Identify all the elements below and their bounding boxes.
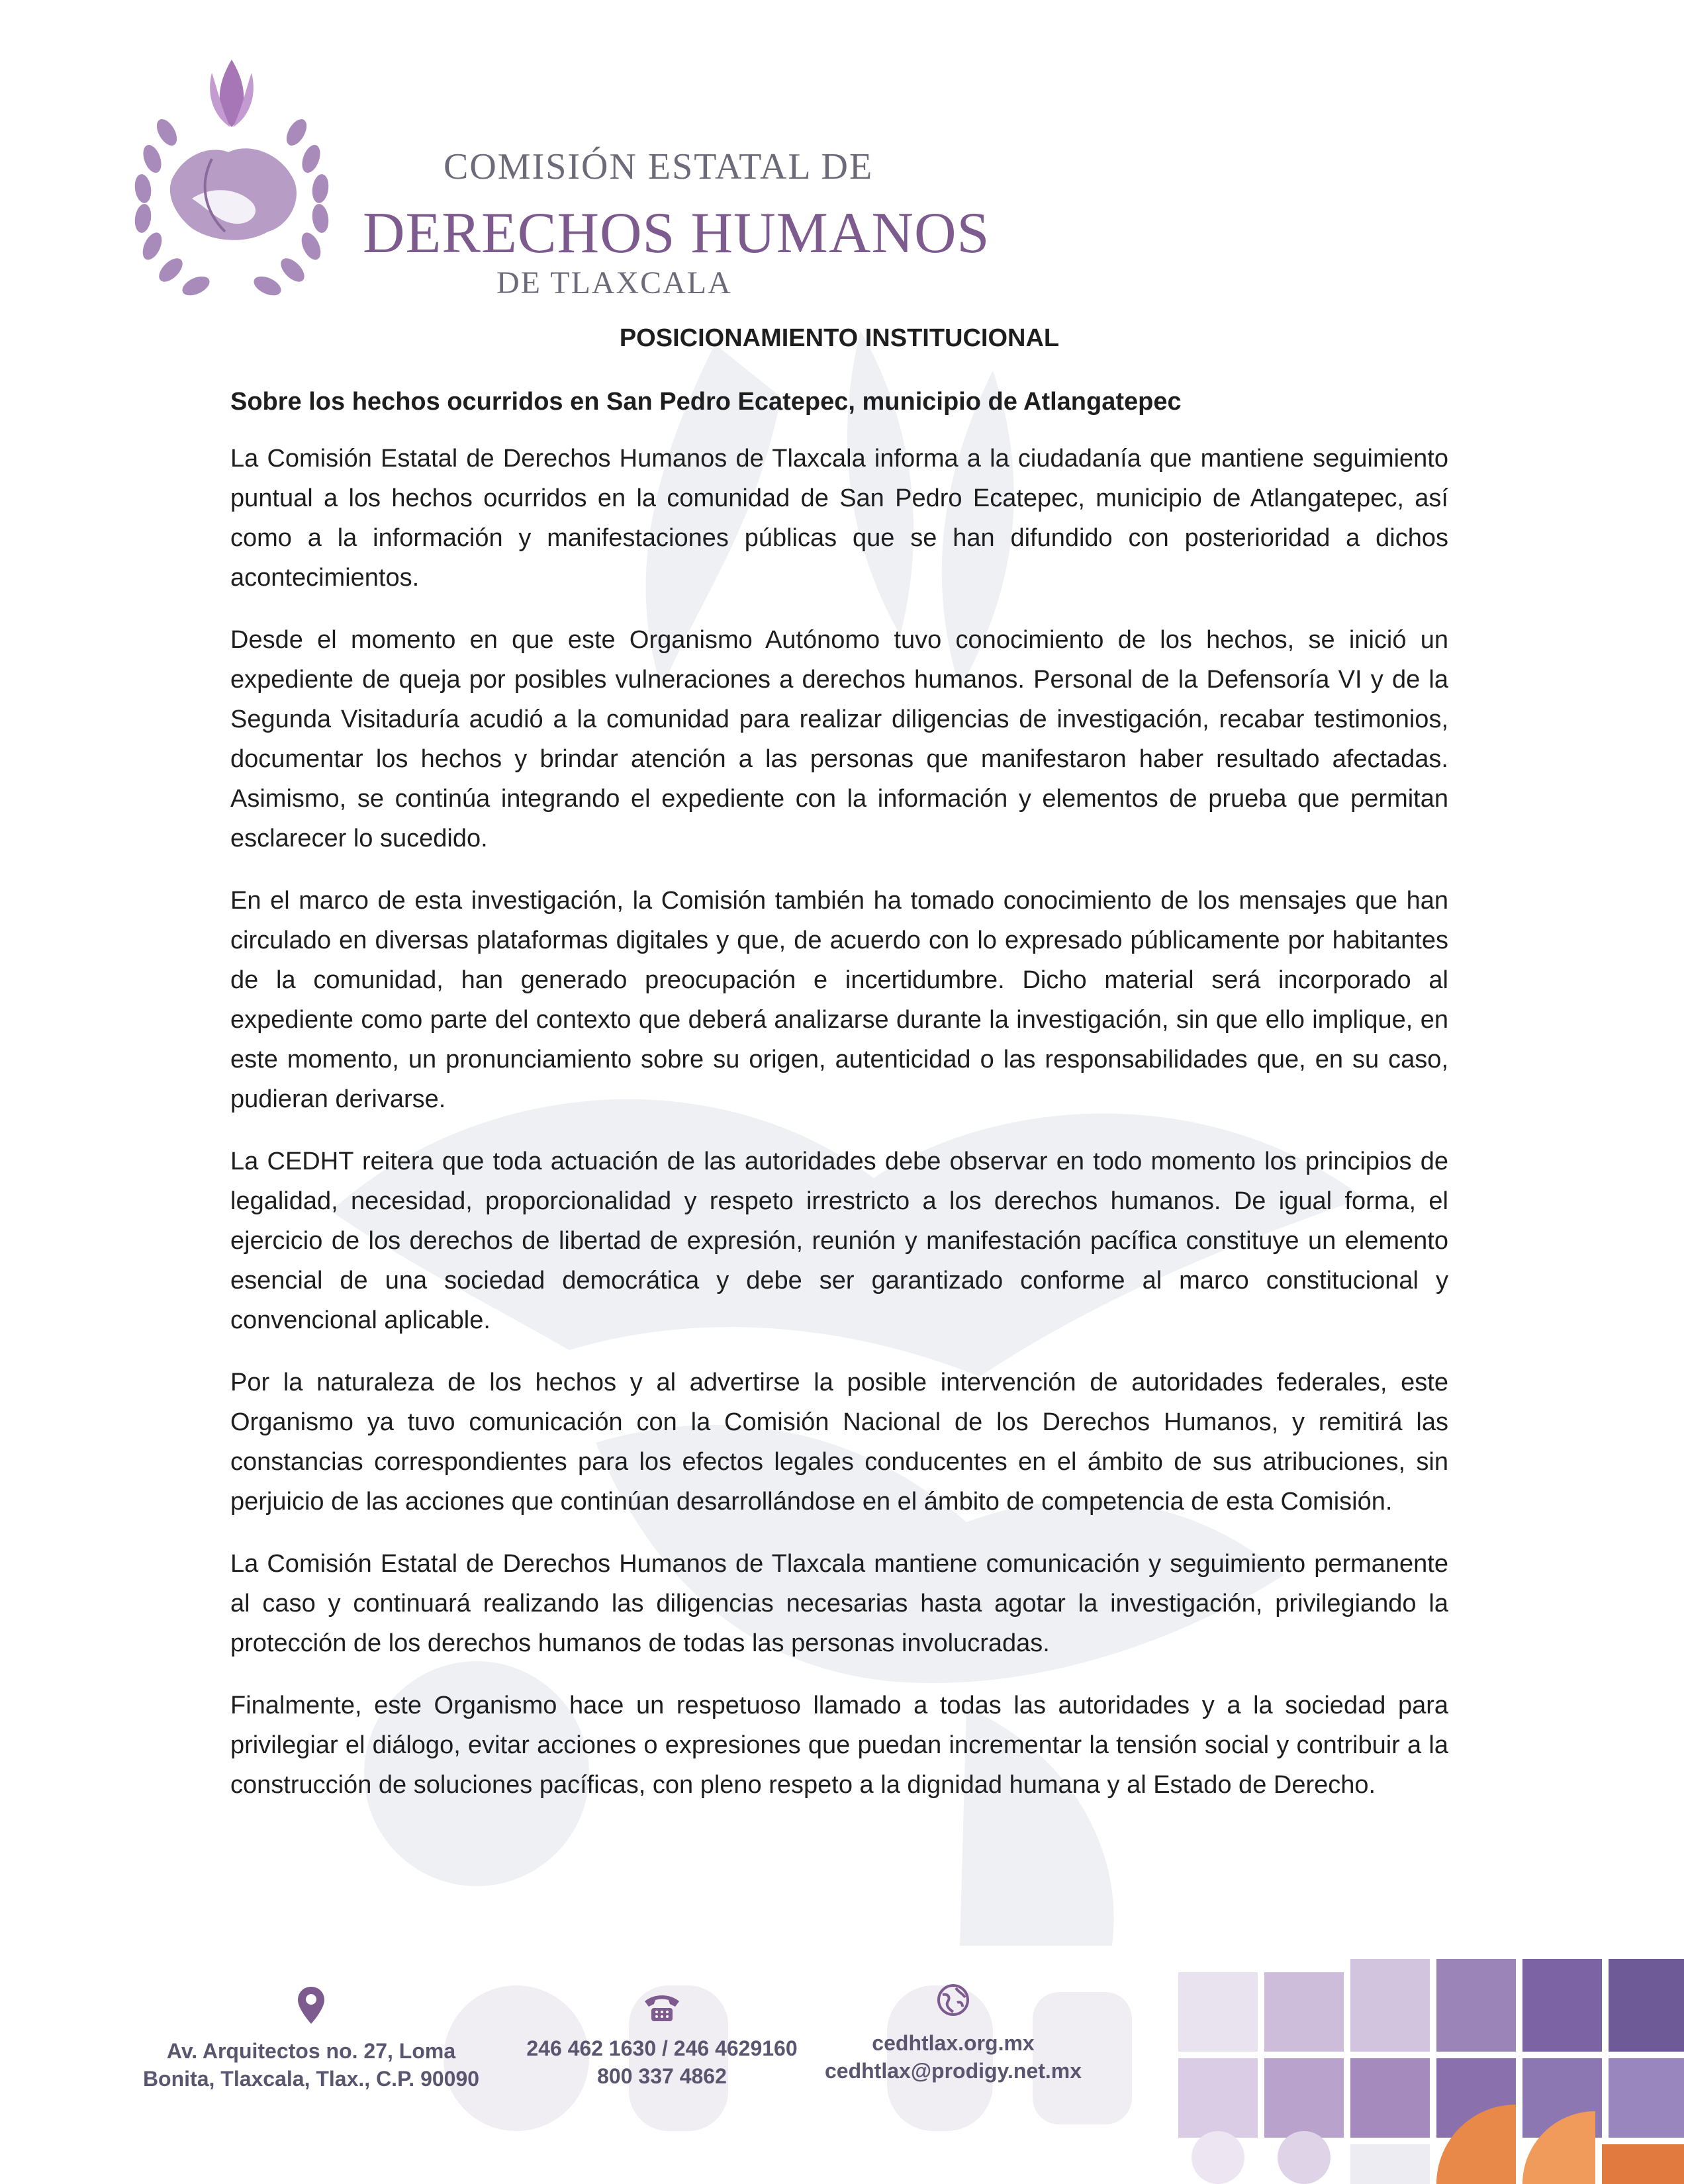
address-line1: Av. Arquitectos no. 27, Loma: [166, 2039, 456, 2063]
paragraph-4: La CEDHT reitera que toda actuación de las autoridades debe observar en todo momento los principios de legalidad, necesidad, proporcionalidad y respeto irrestricto a los derechos humanos. De igual forma, el ejercicio de los derechos de libertad de expresión, reunión y manifestación pacífica constituye un elemento esencial de una sociedad democrática y debe ser garantizado conforme al marco constitucional y convencional aplicable.: [230, 1148, 1448, 1334]
paragraph-5: Por la naturaleza de los hechos y al advertirse la posible intervención de autoridades federales, este Organismo ya tuvo comunicación con la Comisión Nacional de los Derechos Humanos, y remitirá las constancias correspondientes para los efectos legales conducentes en el ámbito de sus atribuciones, sin perjuicio de las acciones que continúan desarrollándose en el ámbito de competencia de esta Comisión.: [230, 1369, 1448, 1516]
paragraph-7: Finalmente, este Organismo hace un respetuoso llamado a todas las autoridades y a la sociedad para privilegiar el diálogo, evitar acciones o expresiones que puedan incrementar la tensión social y contribuir a la construcción de soluciones pacíficas, con pleno respeto a la dignidad humana y al Estado de Derecho.: [230, 1692, 1448, 1799]
org-name-line3: DE TLAXCALA: [496, 265, 732, 300]
telephone-icon: [642, 1992, 682, 2023]
document-subtitle: Sobre los hechos ocurridos en San Pedro Ecatepec, municipio de Atlangatepec: [230, 388, 1182, 416]
org-name-line2: DERECHOS HUMANOS: [363, 201, 990, 265]
website-link[interactable]: cedhtlax.org.mx: [872, 2031, 1035, 2055]
paragraph-3: En el marco de esta investigación, la Comisión también ha tomado conocimiento de los mensajes que han circulado en diversas plataformas digitales y que, de acuerdo con lo expresado públicamente por habitantes de la comunidad, han generado preocupación e incertidumbre. Dicho material será incorporado al expediente como parte del contexto que deberá analizarse durante la investigación, sin que ello implique, en este momento, un pronunciamiento sobre su origen, autenticidad o las responsabilidades que, en su caso, pudieran derivarse.: [230, 887, 1448, 1113]
document-title: POSICIONAMIENTO INSTITUCIONAL: [619, 324, 1060, 352]
globe-icon: [936, 1983, 970, 2017]
cedht-emblem-logo: [113, 53, 351, 304]
paragraph-2: Desde el momento en que este Organismo Autónomo tuvo conocimiento de los hechos, se inició un expediente de queja por posibles vulneraciones a derechos humanos. Personal de la Defensoría VI y de la Segunda Visitaduría acudió a la comunidad para realizar diligencias de investigación, recabar testimonios, documentar los hechos y brindar atención a las personas que manifestaron haber resultado afectadas. Asimismo, se continúa integrando el expediente con la información y elementos de prueba que permitan esclarecer lo sucedido.: [230, 626, 1448, 852]
location-pin-icon: [297, 1985, 326, 2025]
paragraph-1: La Comisión Estatal de Derechos Humanos de Tlaxcala informa a la ciudadanía que mantiene seguimiento puntual a los hechos ocurridos en la comunidad de San Pedro Ecatepec, municipio de Atlangatepec, así como a la información y manifestaciones públicas que se han difundido con posterioridad a dichos acontecimientos.: [230, 445, 1448, 592]
phone-line1: 246 462 1630 / 246 4629160: [526, 2036, 798, 2060]
footer-phone: [503, 1992, 821, 2090]
footer-address: [132, 1985, 490, 2093]
email-link[interactable]: cedhtlax@prodigy.net.mx: [824, 2059, 1082, 2083]
footer-web: [808, 1983, 1099, 2085]
paragraph-6: La Comisión Estatal de Derechos Humanos de Tlaxcala mantiene comunicación y seguimiento permanente al caso y continuará realizando las diligencias necesarias hasta agotar la investigación, privilegiando la protección de los derechos humanos de todas las personas involucradas.: [230, 1550, 1448, 1657]
address-line2: Bonita, Tlaxcala, Tlax., C.P. 90090: [142, 2067, 480, 2091]
letterhead: [113, 53, 990, 311]
org-name-line1: COMISIÓN ESTATAL DE: [444, 146, 874, 187]
document-body: [230, 321, 1448, 1827]
phone-line2: 800 337 4862: [597, 2064, 727, 2088]
letterhead-footer: [0, 1946, 1684, 2184]
